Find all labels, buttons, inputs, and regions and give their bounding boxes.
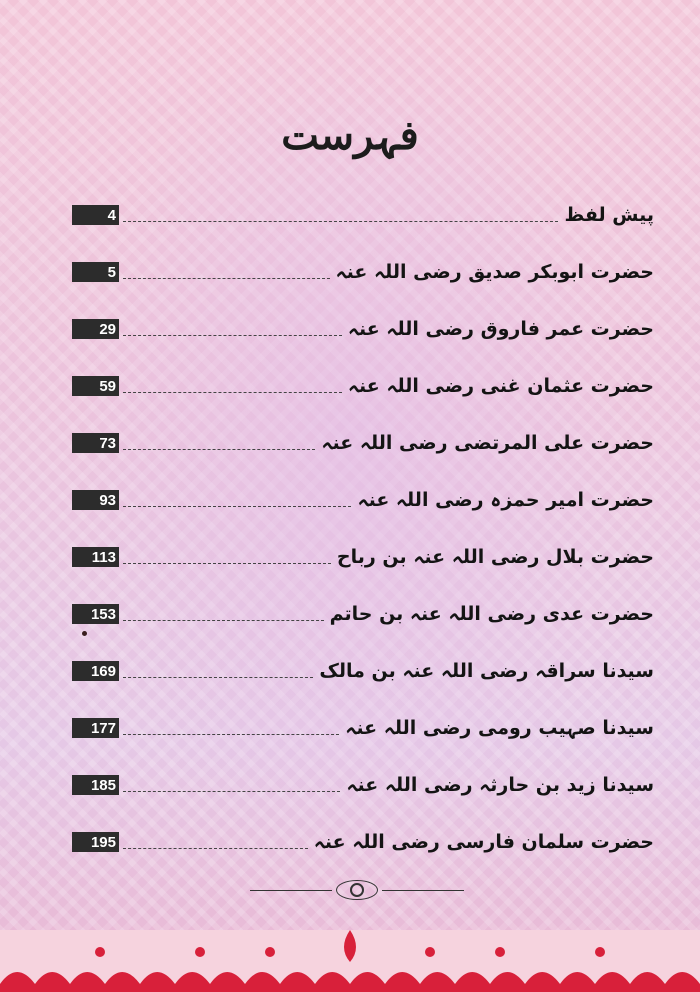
toc-entry-page-number: 153 <box>72 604 119 624</box>
toc-entry-title: حضرت علی المرتضی رضی اللہ عنہ <box>321 432 654 454</box>
divider-line <box>382 890 464 891</box>
dotted-leader <box>123 620 324 621</box>
toc-entry[interactable] <box>72 257 654 287</box>
toc-entry-title: حضرت عمر فاروق رضی اللہ عنہ <box>347 318 654 340</box>
toc-entry[interactable] <box>72 770 654 800</box>
toc-entry-page-number: 29 <box>72 319 119 339</box>
dotted-leader <box>123 506 351 507</box>
toc-entry-title: حضرت عثمان غنی رضی اللہ عنہ <box>347 375 654 397</box>
toc-entry[interactable] <box>72 428 654 458</box>
ornamental-divider <box>250 880 464 900</box>
toc-entry-page-number: 73 <box>72 433 119 453</box>
toc-entry[interactable] <box>72 827 654 857</box>
dotted-leader <box>123 563 331 564</box>
toc-entry[interactable] <box>72 371 654 401</box>
toc-entry-page-number: 185 <box>72 775 119 795</box>
dotted-leader <box>123 335 342 336</box>
toc-entry[interactable] <box>72 542 654 572</box>
ink-speck <box>82 631 87 636</box>
divider-line <box>250 890 332 891</box>
toc-entry[interactable] <box>72 200 654 230</box>
toc-entry-title: سیدنا سراقہ رضی اللہ عنہ بن مالک <box>319 660 654 682</box>
page-title: فہرست <box>281 112 419 159</box>
dotted-leader <box>123 677 313 678</box>
toc-entry-page-number: 5 <box>72 262 119 282</box>
dotted-leader <box>123 791 340 792</box>
toc-entry-title: سیدنا زید بن حارثہ رضی اللہ عنہ <box>346 774 654 796</box>
dotted-leader <box>123 449 315 450</box>
toc-entry-page-number: 169 <box>72 661 119 681</box>
toc-entry-title: حضرت سلمان فارسی رضی اللہ عنہ <box>313 831 654 853</box>
toc-entry-title: حضرت امیر حمزہ رضی اللہ عنہ <box>357 489 654 511</box>
toc-entry-title: حضرت عدی رضی اللہ عنہ بن حاتم <box>329 603 654 625</box>
rosette-ornament-icon <box>336 880 378 900</box>
toc-entry[interactable] <box>72 485 654 515</box>
decorative-bottom-border <box>0 930 700 992</box>
toc-entry[interactable] <box>72 599 654 629</box>
dotted-leader <box>123 392 342 393</box>
toc-entry-page-number: 195 <box>72 832 119 852</box>
toc-entry[interactable] <box>72 713 654 743</box>
toc-entry[interactable] <box>72 656 654 686</box>
toc-entry-title: حضرت ابوبکر صدیق رضی اللہ عنہ <box>335 261 654 283</box>
dotted-leader <box>123 278 330 279</box>
toc-entry-page-number: 4 <box>72 205 119 225</box>
toc-entry-page-number: 93 <box>72 490 119 510</box>
dotted-leader <box>123 848 308 849</box>
toc-entry-page-number: 59 <box>72 376 119 396</box>
toc-entry-title: سیدنا صہیب رومی رضی اللہ عنہ <box>345 717 654 739</box>
dotted-leader <box>123 221 558 222</box>
toc-entry-title: پیش لفظ <box>564 204 654 226</box>
toc-entry-title: حضرت بلال رضی اللہ عنہ بن رباح <box>336 546 654 568</box>
toc-entry-page-number: 177 <box>72 718 119 738</box>
toc-entry[interactable] <box>72 314 654 344</box>
dotted-leader <box>123 734 339 735</box>
toc-entry-page-number: 113 <box>72 547 119 567</box>
